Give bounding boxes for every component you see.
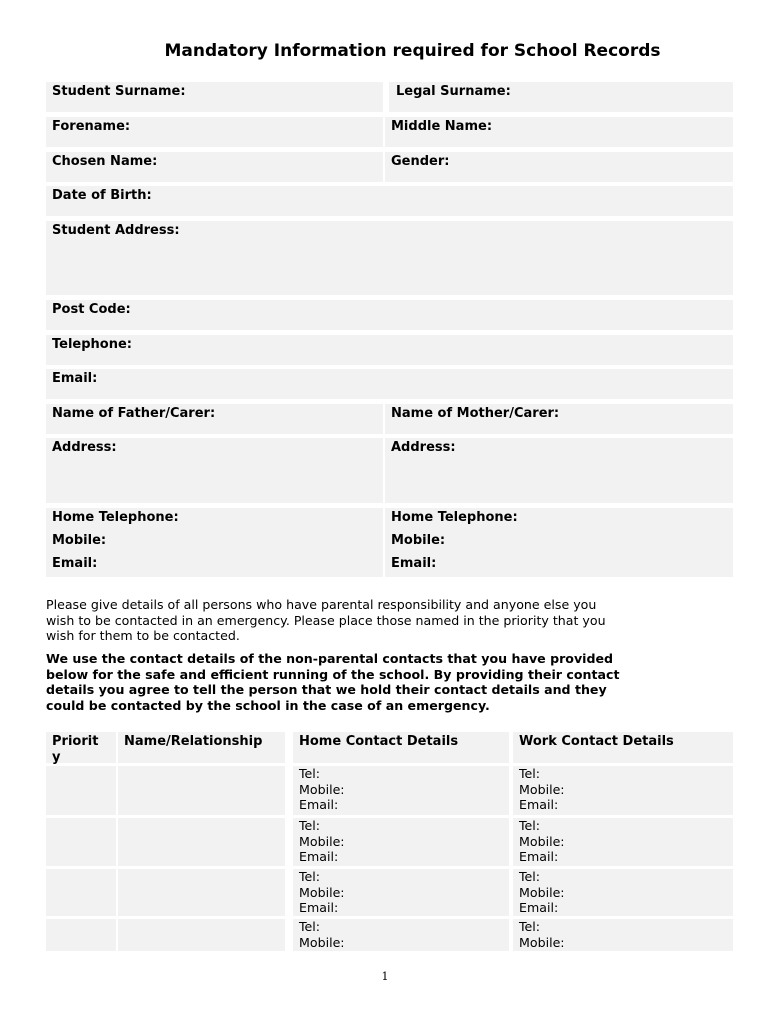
- work-tel-label: Tel:: [519, 766, 541, 781]
- priority-header-part: y: [52, 749, 61, 765]
- priority-cell[interactable]: [46, 818, 116, 866]
- father-email-label: Email:: [52, 556, 98, 571]
- privacy-notice-paragraph: [46, 651, 706, 713]
- father-address-field[interactable]: Address:: [46, 438, 383, 503]
- instructions-line: wish to be contacted in an emergency. Please place those named in the priority that you: [46, 612, 606, 628]
- work-email-label: Email:: [519, 900, 559, 915]
- work-contact-cell[interactable]: [513, 869, 733, 916]
- page-number: 1: [381, 970, 389, 983]
- home-contact-cell[interactable]: [293, 818, 509, 866]
- work-mobile-label: Mobile:: [519, 934, 565, 950]
- work-mobile-label: Mobile:: [519, 781, 565, 797]
- home-mobile-label: Mobile:: [299, 884, 345, 900]
- email-field[interactable]: Email:: [46, 369, 733, 399]
- legal-surname-field[interactable]: [389, 82, 733, 112]
- home-email-label: Email:: [299, 797, 339, 812]
- legal-surname-label: Legal Surname:: [396, 84, 511, 99]
- work-email-label: Email:: [519, 849, 559, 864]
- mother-contact-field[interactable]: [385, 508, 733, 577]
- middle-name-field[interactable]: Middle Name:: [385, 117, 733, 147]
- work-mobile-label: Mobile:: [519, 884, 565, 900]
- home-contact-cell[interactable]: [293, 869, 509, 916]
- father-name-field[interactable]: Name of Father/Carer:: [46, 404, 383, 434]
- table-header-home: Home Contact Details: [293, 732, 509, 763]
- work-contact-cell[interactable]: [513, 919, 733, 951]
- home-tel-label: Tel:: [299, 818, 321, 833]
- privacy-notice-line: We use the contact details of the non-parental contacts that you have provided: [46, 651, 614, 666]
- home-mobile-label: Mobile:: [299, 833, 345, 849]
- priority-cell[interactable]: [46, 919, 116, 951]
- chosen-name-field[interactable]: Chosen Name:: [46, 152, 383, 182]
- home-contact-cell[interactable]: [293, 766, 509, 815]
- home-mobile-label: Mobile:: [299, 934, 345, 950]
- privacy-notice-line: below for the safe and efficient running of the school. By providing their contact: [46, 666, 620, 682]
- mother-address-field[interactable]: Address:: [385, 438, 733, 503]
- work-contact-cell[interactable]: [513, 766, 733, 815]
- table-header-priority: [46, 732, 116, 763]
- mother-mobile-label: Mobile:: [391, 533, 446, 548]
- name-relationship-cell[interactable]: [118, 766, 285, 815]
- name-relationship-cell[interactable]: [118, 919, 285, 951]
- work-tel-label: Tel:: [519, 919, 541, 934]
- page-title: Mandatory Information required for School Records: [164, 41, 661, 61]
- priority-cell[interactable]: [46, 869, 116, 916]
- instructions-line: wish for them to be contacted.: [46, 628, 240, 643]
- work-tel-label: Tel:: [519, 818, 541, 833]
- home-email-label: Email:: [299, 849, 339, 864]
- father-contact-field[interactable]: [46, 508, 383, 577]
- instructions-paragraph: [46, 597, 706, 644]
- home-tel-label: Tel:: [299, 869, 321, 884]
- post-code-field[interactable]: Post Code:: [46, 300, 733, 330]
- priority-header-part: Priorit: [52, 734, 99, 749]
- mother-home-telephone-label: Home Telephone:: [391, 510, 518, 525]
- gender-field[interactable]: Gender:: [385, 152, 733, 182]
- name-relationship-cell[interactable]: [118, 869, 285, 916]
- home-email-label: Email:: [299, 900, 339, 915]
- name-relationship-cell[interactable]: [118, 818, 285, 866]
- table-header-name: Name/Relationship: [118, 732, 285, 763]
- telephone-field[interactable]: Telephone:: [46, 335, 733, 365]
- date-of-birth-field[interactable]: Date of Birth:: [46, 186, 733, 216]
- home-tel-label: Tel:: [299, 766, 321, 781]
- work-mobile-label: Mobile:: [519, 833, 565, 849]
- work-email-label: Email:: [519, 797, 559, 812]
- privacy-notice-line: details you agree to tell the person that we hold their contact details and they: [46, 682, 607, 697]
- mother-email-label: Email:: [391, 556, 437, 571]
- forename-field[interactable]: Forename:: [46, 117, 383, 147]
- home-contact-cell[interactable]: [293, 919, 509, 951]
- work-contact-cell[interactable]: [513, 818, 733, 866]
- table-header-work: Work Contact Details: [513, 732, 733, 763]
- instructions-line: Please give details of all persons who have parental responsibility and anyone else you: [46, 597, 597, 612]
- home-tel-label: Tel:: [299, 919, 321, 934]
- privacy-notice-line: could be contacted by the school in the case of an emergency.: [46, 697, 490, 713]
- father-home-telephone-label: Home Telephone:: [52, 510, 179, 525]
- student-surname-field[interactable]: Student Surname:: [46, 82, 383, 112]
- work-tel-label: Tel:: [519, 869, 541, 884]
- mother-name-field[interactable]: Name of Mother/Carer:: [385, 404, 733, 434]
- father-mobile-label: Mobile:: [52, 533, 107, 548]
- priority-cell[interactable]: [46, 766, 116, 815]
- home-mobile-label: Mobile:: [299, 781, 345, 797]
- student-address-field[interactable]: Student Address:: [46, 221, 733, 295]
